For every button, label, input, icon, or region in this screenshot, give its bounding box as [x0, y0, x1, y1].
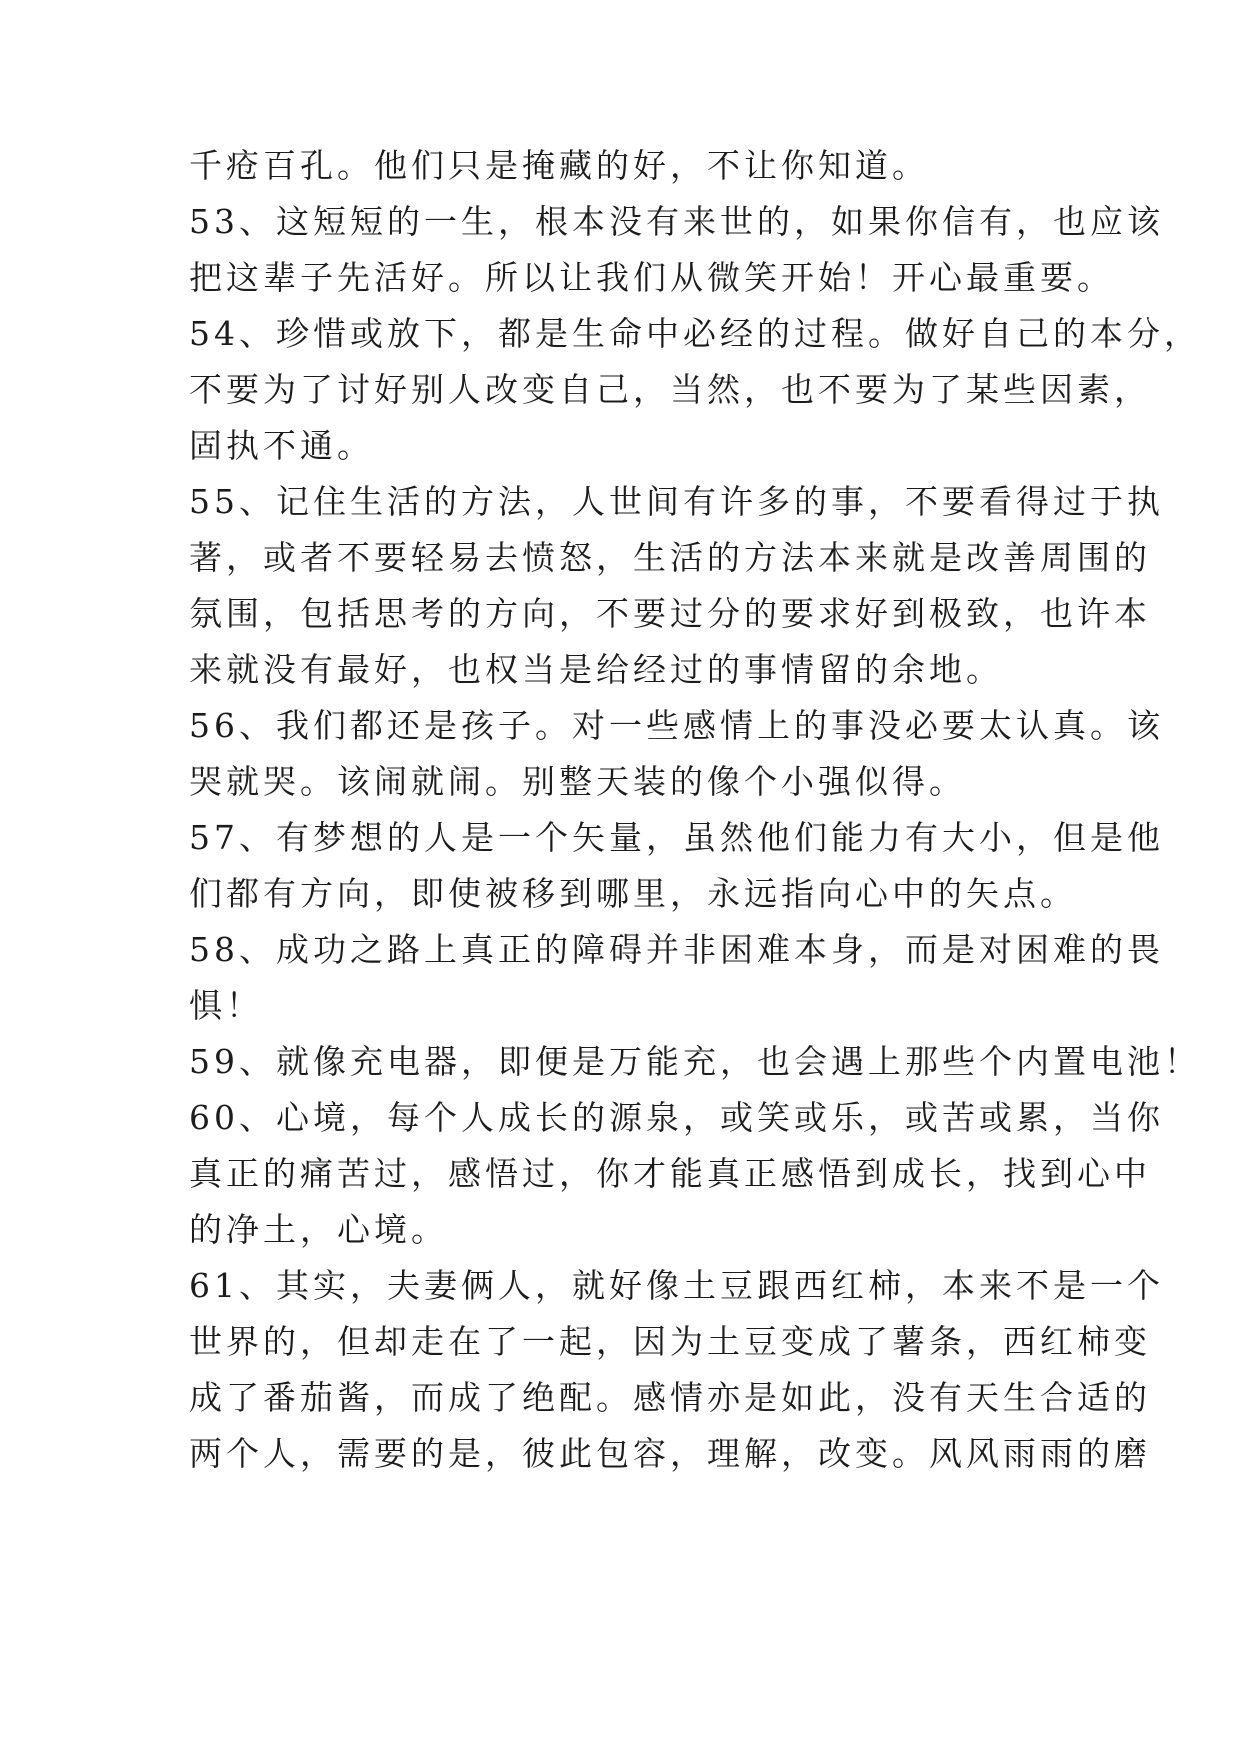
text-line: 两个人，需要的是，彼此包容，理解，改变。风风雨雨的磨: [189, 1434, 1151, 1473]
text-line: 54、珍惜或放下，都是生命中必经的过程。做好自己的本分，: [189, 314, 1201, 353]
text-line: 哭就哭。该闹就闹。别整天装的像个小强似得。: [189, 762, 966, 801]
text-line: 58、成功之路上真正的障碍并非困难本身，而是对困难的畏: [189, 930, 1164, 969]
text-line: 著，或者不要轻易去愤怒，生活的方法本来就是改善周围的: [189, 538, 1151, 577]
text-line: 来就没有最好，也权当是给经过的事情留的余地。: [189, 650, 1003, 689]
text-line: 56、我们都还是孩子。对一些感情上的事没必要太认真。该: [189, 706, 1164, 745]
text-line: 的净土，心境。: [189, 1210, 448, 1249]
text-line: 57、有梦想的人是一个矢量，虽然他们能力有大小，但是他: [189, 818, 1164, 857]
text-line: 59、就像充电器，即便是万能充，也会遇上那些个内置电池！: [189, 1042, 1201, 1081]
text-line: 真正的痛苦过，感悟过，你才能真正感悟到成长，找到心中: [189, 1154, 1151, 1193]
text-line: 53、这短短的一生，根本没有来世的，如果你信有，也应该: [189, 202, 1164, 241]
text-line: 60、心境，每个人成长的源泉，或笑或乐，或苦或累，当你: [189, 1098, 1164, 1137]
text-line: 61、其实，夫妻俩人，就好像土豆跟西红柿，本来不是一个: [189, 1266, 1164, 1305]
text-line: 55、记住生活的方法，人世间有许多的事，不要看得过于执: [189, 482, 1164, 521]
text-line: 惧！: [189, 986, 263, 1025]
text-line: 成了番茄酱，而成了绝配。感情亦是如此，没有天生合适的: [189, 1378, 1151, 1417]
text-line: 千疮百孔。他们只是掩藏的好，不让你知道。: [189, 146, 929, 185]
text-line: 氛围，包括思考的方向，不要过分的要求好到极致，也许本: [189, 594, 1151, 633]
text-line: 们都有方向，即使被移到哪里，永远指向心中的矢点。: [189, 874, 1077, 913]
text-line: 固执不通。: [189, 426, 374, 465]
text-line: 把这辈子先活好。所以让我们从微笑开始！开心最重要。: [189, 258, 1114, 297]
text-line: 世界的，但却走在了一起，因为土豆变成了薯条，西红柿变: [189, 1322, 1151, 1361]
text-line: 不要为了讨好别人改变自己，当然，也不要为了某些因素，: [189, 370, 1151, 409]
